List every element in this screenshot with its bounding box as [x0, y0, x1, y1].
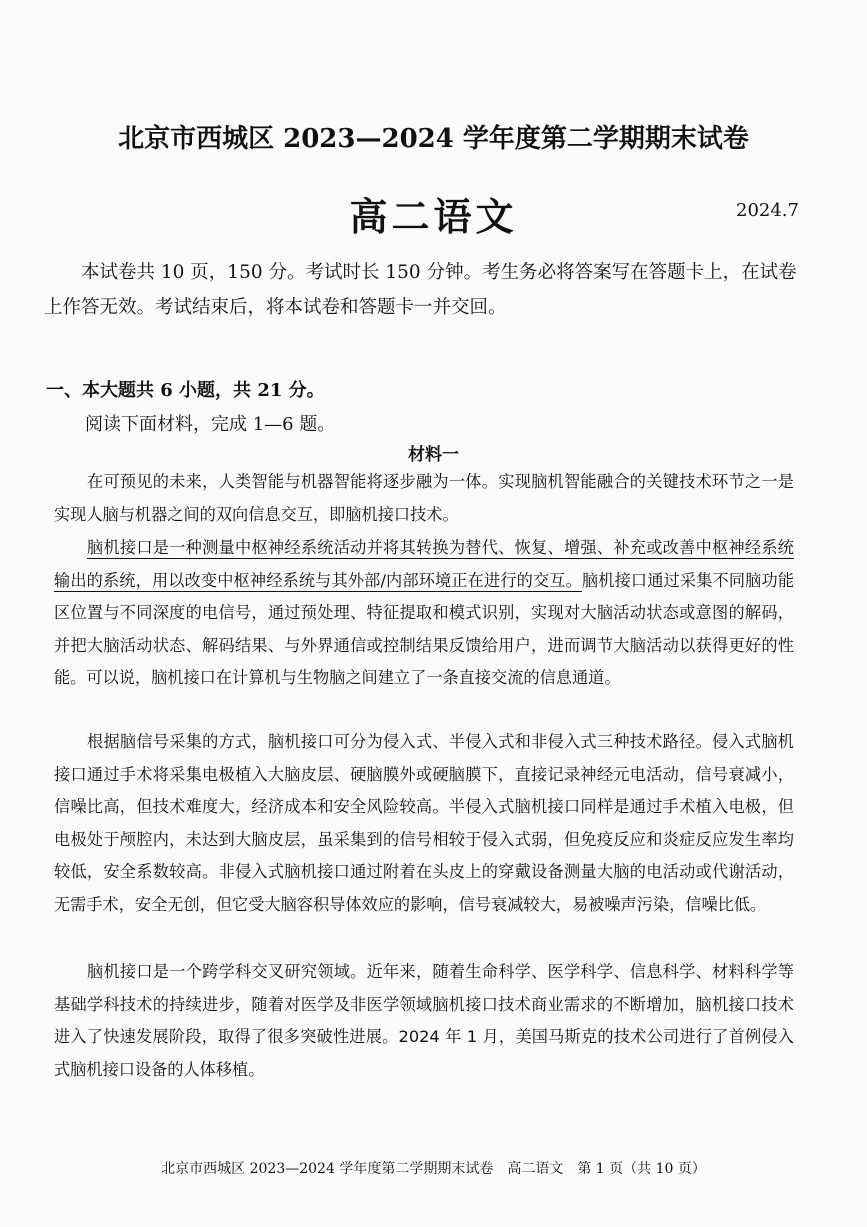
paragraph-2: [54, 532, 794, 695]
underlined-definition: 脑机接口是一种测量中枢神经系统活动并将其转换为替代、恢复、增强、补充或改善中枢神经系统输出的系统，用以改变中枢神经系统与其外部/内部环境正在进行的交互。: [54, 538, 794, 590]
paragraph-1: 在可预见的未来，人类智能与机器智能将逐步融为一体。实现脑机智能融合的关键技术环节之一是实现人脑与机器之间的双向信息交互，即脑机接口技术。: [54, 472, 794, 524]
material-title: 材料一: [408, 445, 459, 465]
exam-notice: 本试卷共 10 页，150 分。考试时长 150 分钟。考生务必将答案写在答题卡上，在试卷上作答无效。考试结束后，将本试卷和答题卡一并交回。: [44, 262, 797, 318]
paragraph-2-rest: 脑机接口通过采集不同脑功能区位置与不同深度的电信号，通过预处理、特征提取和模式识别，实现对大脑活动状态或意图的解码，并把大脑活动状态、解码结果、与外界通信或控制结果反馈给用户，进而调节大脑活动以获得更好的性能。可以说，脑机接口在计算机与生物脑之间建立了一条直接交流的信息通道。: [54, 570, 795, 688]
exam-title: 北京市西城区 2023—2024 学年度第二学期期末试卷: [118, 124, 749, 154]
section-instruction: 阅读下面材料，完成 1—6 题。: [85, 414, 336, 435]
subject-title: 高二语文: [349, 194, 518, 239]
section-heading: 一、本大题共 6 小题，共 21 分。: [46, 380, 325, 401]
paragraph-3: 根据脑信号采集的方式，脑机接口可分为侵入式、半侵入式和非侵入式三种技术路径。侵入式脑机接口通过手术将采集电极植入大脑皮层、硬脑膜外或硬脑膜下，直接记录神经元电活动，信号衰减小，信噪比高，但技术难度大，经济成本和安全风险较高。半侵入式脑机接口同样是通过手术植入电极，但电极处于颅腔内，未达到大脑皮层，虽采集到的信号相较于侵入式弱，但免疫反应和炎症反应发生率均较低，安全系数较高。非侵入式脑机接口通过附着在头皮上的穿戴设备测量大脑的电活动或代谢活动，无需手术，安全无创，但它受大脑容积导体效应的影响，信号衰减较大，易被噪声污染，信噪比低。: [54, 732, 794, 914]
page-footer: 北京市西城区 2023—2024 学年度第二学期期末试卷 高二语文 第 1 页（共 10 页）: [161, 1161, 706, 1177]
paragraph-4: 脑机接口是一个跨学科交叉研究领域。近年来，随着生命科学、医学科学、信息科学、材料科学等基础学科技术的持续进步，随着对医学及非医学领域脑机接口技术商业需求的不断增加，脑机接口技术进入了快速发展阶段，取得了很多突破性进展。2024 年 1 月，美国马斯克的技术公司进行了首例侵入式脑机接口设备的人体移植。: [54, 962, 794, 1079]
exam-date: 2024.7: [736, 200, 799, 221]
